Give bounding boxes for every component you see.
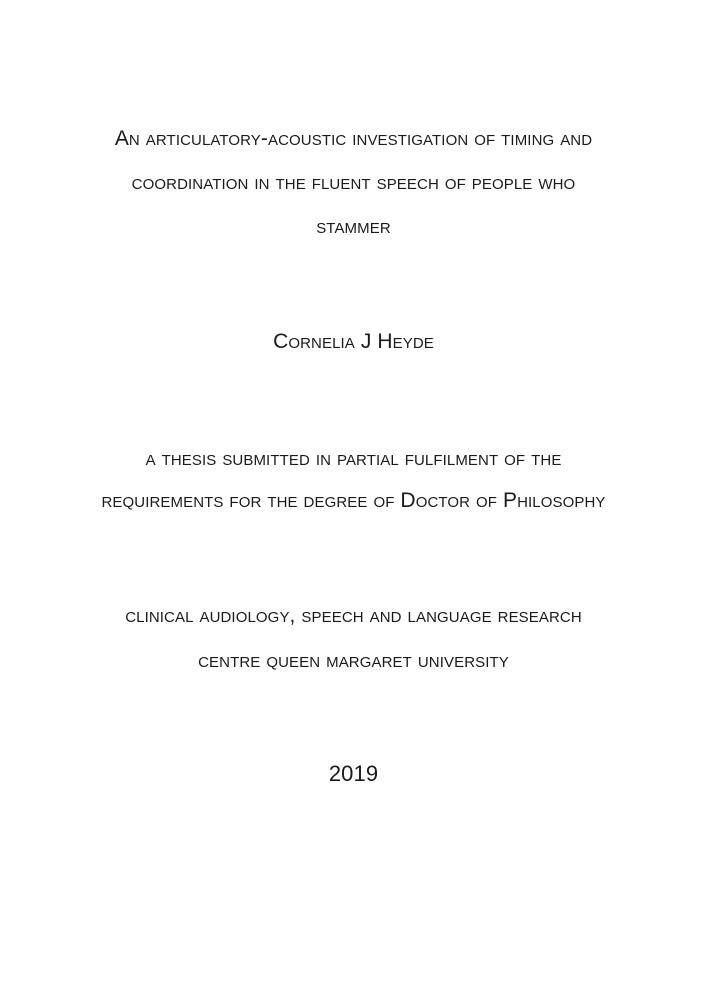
thesis-statement-line-2	[0, 490, 707, 511]
institution-line-2: centre queen margaret university	[198, 649, 509, 672]
thesis-statement-line-2-text: requirements for the degree of Doctor of Philosophy	[101, 489, 606, 512]
institution-line-1: clinical audiology, speech and language research	[125, 604, 582, 627]
title-line-1	[0, 128, 707, 149]
author-name-text: Cornelia J Heyde	[273, 330, 434, 353]
title-initial: A	[114, 127, 129, 150]
title-line-2: coordination in the fluent speech of people who	[131, 171, 576, 194]
title-line-3: stammer	[316, 215, 391, 238]
thesis-statement-line-1: a thesis submitted in partial fulfilment of the	[145, 447, 562, 470]
author-name	[0, 331, 707, 352]
submission-year: 2019	[328, 761, 379, 786]
title-line-1-rest: n articulatory-acoustic investigation of timing and	[128, 127, 593, 150]
